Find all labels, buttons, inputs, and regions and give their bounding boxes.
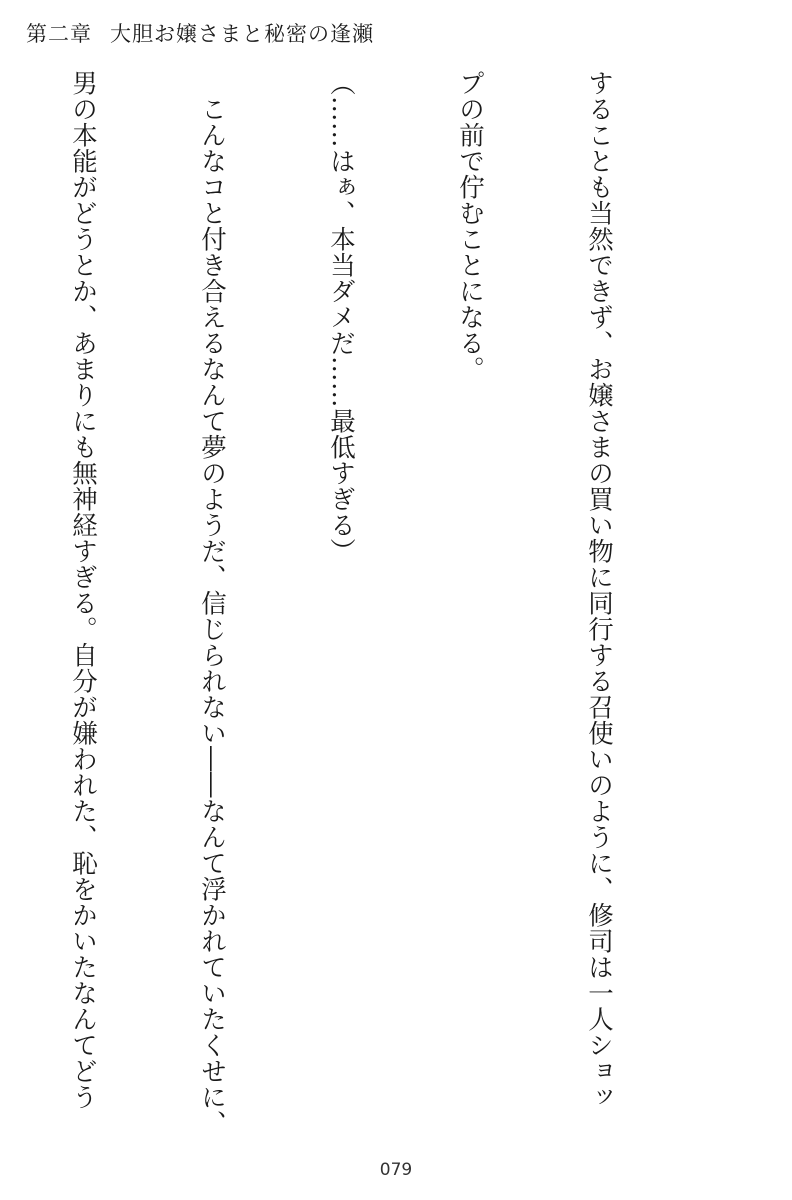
running-header xyxy=(26,18,374,48)
chapter-number: 第二章 xyxy=(26,22,92,46)
text-line: することも当然できず、お嬢さまの買い物に同行する召使いのように、修司は一人ショッ xyxy=(584,70,614,1110)
text-line: （……はぁ、本当ダメだ……最低すぎる） xyxy=(326,70,356,564)
text-line: プの前で佇むことになる。 xyxy=(455,70,485,382)
text-line: 男の本能がどうとか、あまりにも無神経すぎる。自分が嫌われた、恥をかいたなんてどう xyxy=(68,70,98,1110)
vertical-body-text xyxy=(0,70,706,1136)
text-line: こんなコと付き合えるなんて夢のようだ、信じられない――なんて浮かれていたくせに、 xyxy=(197,70,227,1136)
chapter-title: 大胆お嬢さまと秘密の逢瀬 xyxy=(110,22,374,46)
page-number: 079 xyxy=(379,1160,413,1180)
